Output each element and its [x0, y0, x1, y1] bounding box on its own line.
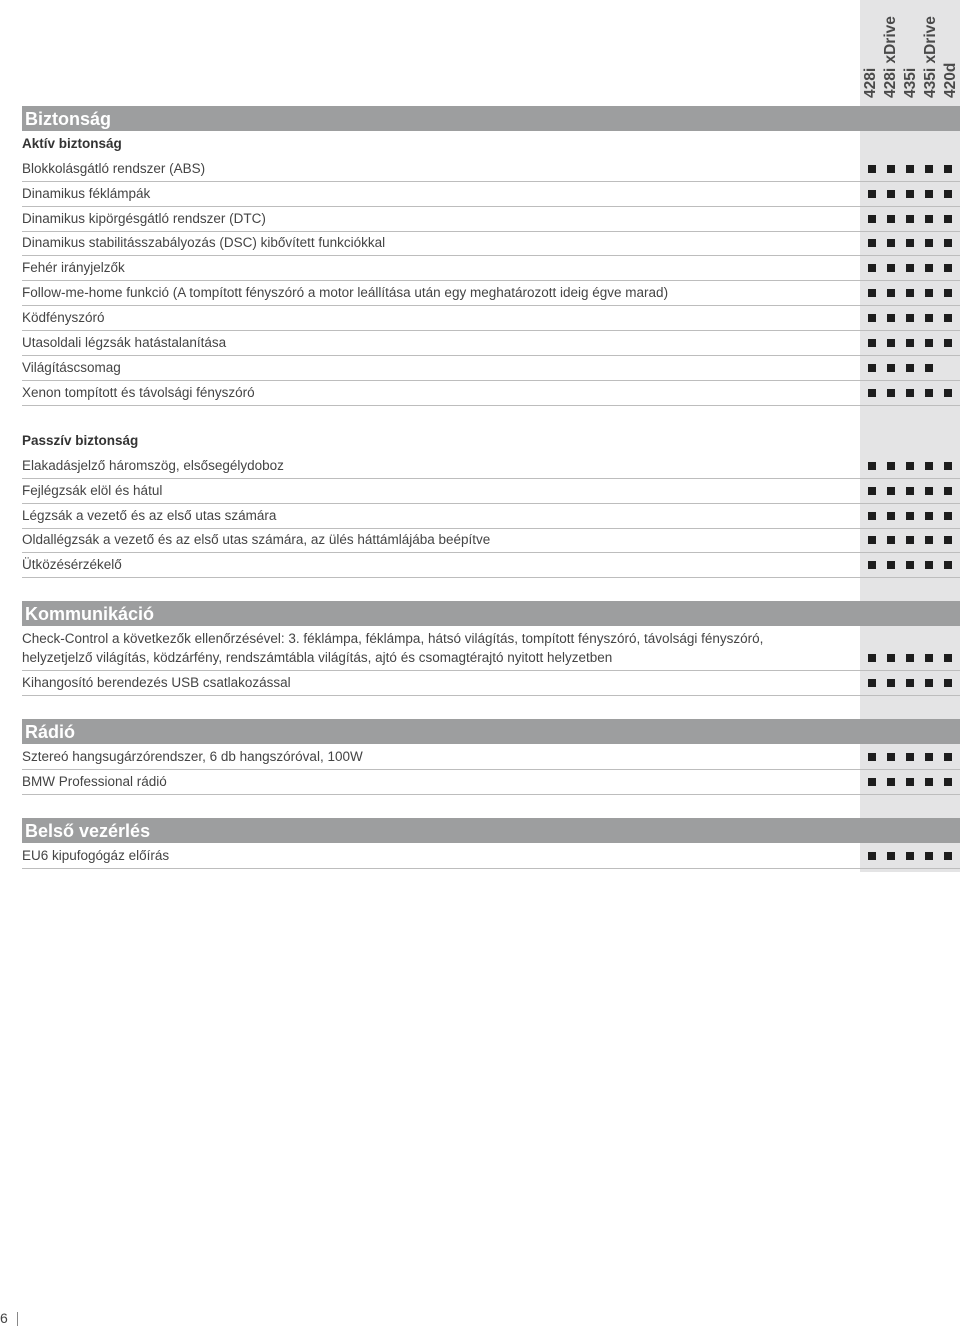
standard-equipment-mark: [868, 165, 876, 173]
feature-row: [22, 280, 960, 306]
standard-equipment-mark: [887, 487, 895, 495]
standard-equipment-mark: [925, 778, 933, 786]
standard-equipment-mark: [925, 536, 933, 544]
feature-label-continued: helyzetjelző világítás, ködzárfény, rendszámtábla világítás, ajtó és csomagtérajtó nyitott helyzetben: [22, 650, 613, 665]
standard-equipment-mark: [944, 389, 952, 397]
standard-equipment-mark: [868, 654, 876, 662]
standard-equipment-mark: [868, 753, 876, 761]
feature-row: [22, 478, 960, 504]
standard-equipment-mark: [887, 561, 895, 569]
feature-label: Utasoldali légzsák hatástalanítása: [22, 335, 227, 351]
section-title: Rádió: [25, 722, 76, 742]
standard-equipment-mark: [925, 753, 933, 761]
footer-divider: [17, 1312, 18, 1326]
standard-equipment-mark: [944, 536, 952, 544]
standard-equipment-mark: [887, 462, 895, 470]
feature-row: [22, 380, 960, 406]
standard-equipment-mark: [906, 389, 914, 397]
standard-equipment-mark: [925, 654, 933, 662]
standard-equipment-mark: [925, 190, 933, 198]
column-header-label: 420d: [942, 62, 959, 98]
feature-row: [22, 626, 960, 671]
standard-equipment-mark: [868, 264, 876, 272]
page-footer: [0, 1310, 8, 1326]
standard-equipment-mark: [925, 852, 933, 860]
standard-equipment-mark: [944, 487, 952, 495]
section-header: [22, 818, 960, 843]
standard-equipment-mark: [925, 679, 933, 687]
standard-equipment-mark: [944, 654, 952, 662]
column-header: [920, 0, 940, 100]
standard-equipment-mark: [944, 190, 952, 198]
column-header: [940, 0, 960, 100]
standard-equipment-mark: [944, 512, 952, 520]
standard-equipment-mark: [868, 462, 876, 470]
standard-equipment-mark: [887, 852, 895, 860]
standard-equipment-mark: [868, 339, 876, 347]
section-title: Belső vezérlés: [25, 821, 151, 841]
standard-equipment-mark: [944, 339, 952, 347]
standard-equipment-mark: [887, 389, 895, 397]
standard-equipment-mark: [868, 215, 876, 223]
feature-row: [22, 453, 960, 479]
section-header: [22, 106, 960, 131]
feature-row: [22, 206, 960, 232]
standard-equipment-mark: [887, 165, 895, 173]
section-header: [22, 719, 960, 744]
standard-equipment-mark: [868, 314, 876, 322]
standard-equipment-mark: [887, 339, 895, 347]
feature-row: [22, 670, 960, 696]
standard-equipment-mark: [944, 314, 952, 322]
standard-equipment-mark: [925, 264, 933, 272]
feature-row: [22, 553, 960, 579]
subsection-heading: [22, 131, 960, 156]
column-header: [860, 0, 880, 100]
feature-label: Légzsák a vezető és az első utas számára: [22, 507, 277, 523]
feature-label: Dinamikus féklámpák: [22, 185, 151, 201]
feature-row: [22, 305, 960, 331]
feature-label: Oldallégzsák a vezető és az első utas számára, az ülés háttámlájába beépítve: [22, 532, 491, 548]
standard-equipment-mark: [887, 289, 895, 297]
subsection-heading: [22, 428, 960, 453]
feature-label: Fejlégzsák elöl és hátul: [22, 482, 163, 498]
standard-equipment-mark: [868, 289, 876, 297]
feature-label: Ködfényszóró: [22, 310, 105, 326]
standard-equipment-mark: [868, 536, 876, 544]
feature-row: [22, 355, 960, 381]
page-number: 6: [0, 1310, 8, 1326]
standard-equipment-mark: [906, 487, 914, 495]
standard-equipment-mark: [944, 679, 952, 687]
standard-equipment-mark: [925, 462, 933, 470]
standard-equipment-mark: [906, 289, 914, 297]
standard-equipment-mark: [906, 679, 914, 687]
feature-row: [22, 330, 960, 356]
feature-row: [22, 528, 960, 554]
standard-equipment-mark: [925, 339, 933, 347]
standard-equipment-mark: [944, 239, 952, 247]
section-title: Biztonság: [25, 109, 112, 129]
standard-equipment-mark: [925, 389, 933, 397]
feature-label: Elakadásjelző háromszög, elsősegélydoboz: [22, 457, 284, 473]
standard-equipment-mark: [906, 264, 914, 272]
standard-equipment-mark: [868, 190, 876, 198]
feature-label: Blokkolásgátló rendszer (ABS): [22, 160, 206, 176]
standard-equipment-mark: [868, 852, 876, 860]
column-header-label: 435i: [902, 67, 919, 98]
feature-label: Kihangosító berendezés USB csatlakozással: [22, 674, 291, 690]
standard-equipment-mark: [944, 165, 952, 173]
standard-equipment-mark: [887, 264, 895, 272]
feature-row: [22, 256, 960, 282]
standard-equipment-mark: [925, 165, 933, 173]
standard-equipment-mark: [944, 215, 952, 223]
feature-label: Ütközésérzékelő: [22, 557, 122, 573]
standard-equipment-mark: [906, 314, 914, 322]
standard-equipment-mark: [906, 215, 914, 223]
standard-equipment-mark: [925, 289, 933, 297]
feature-label: Sztereó hangsugárzórendszer, 6 db hangszóróval, 100W: [22, 748, 363, 764]
feature-row: [22, 843, 960, 869]
standard-equipment-mark: [868, 487, 876, 495]
standard-equipment-mark: [887, 215, 895, 223]
standard-equipment-mark: [944, 264, 952, 272]
subsection-title: Passzív biztonság: [22, 432, 139, 448]
standard-equipment-mark: [887, 778, 895, 786]
standard-equipment-mark: [906, 239, 914, 247]
standard-equipment-mark: [906, 512, 914, 520]
feature-label: EU6 kipufogógáz előírás: [22, 847, 170, 863]
standard-equipment-mark: [944, 778, 952, 786]
column-header: [880, 0, 900, 100]
standard-equipment-mark: [906, 364, 914, 372]
standard-equipment-mark: [944, 753, 952, 761]
standard-equipment-mark: [906, 654, 914, 662]
standard-equipment-mark: [925, 561, 933, 569]
standard-equipment-mark: [906, 536, 914, 544]
standard-equipment-mark: [887, 512, 895, 520]
standard-equipment-mark: [925, 512, 933, 520]
feature-row: [22, 181, 960, 207]
standard-equipment-mark: [868, 364, 876, 372]
feature-row: [22, 156, 960, 182]
standard-equipment-mark: [887, 364, 895, 372]
standard-equipment-mark: [868, 389, 876, 397]
standard-equipment-mark: [887, 239, 895, 247]
feature-label: Follow-me-home funkció (A tompított fényszóró a motor leállítása után egy meghatározott ideig égve marad): [22, 285, 669, 301]
standard-equipment-mark: [906, 561, 914, 569]
subsection-title: Aktív biztonság: [22, 135, 122, 151]
column-header-label: 428i xDrive: [882, 16, 899, 98]
standard-equipment-mark: [925, 239, 933, 247]
standard-equipment-mark: [944, 462, 952, 470]
standard-equipment-mark: [944, 561, 952, 569]
standard-equipment-mark: [906, 462, 914, 470]
feature-label: Világításcsomag: [22, 359, 121, 375]
standard-equipment-mark: [887, 753, 895, 761]
standard-equipment-mark: [944, 852, 952, 860]
standard-equipment-mark: [868, 778, 876, 786]
standard-equipment-mark: [925, 487, 933, 495]
standard-equipment-mark: [887, 679, 895, 687]
standard-equipment-mark: [887, 190, 895, 198]
standard-equipment-mark: [944, 289, 952, 297]
section-title: Kommunikáció: [25, 604, 155, 624]
standard-equipment-mark: [925, 314, 933, 322]
column-header-label: 428i: [862, 67, 879, 98]
standard-equipment-mark: [868, 239, 876, 247]
feature-label: Dinamikus stabilitásszabályozás (DSC) kibővített funkciókkal: [22, 235, 386, 251]
feature-row: [22, 503, 960, 529]
feature-row: [22, 744, 960, 770]
feature-label: Fehér irányjelzők: [22, 260, 125, 276]
standard-equipment-mark: [906, 190, 914, 198]
standard-equipment-mark: [868, 561, 876, 569]
standard-equipment-mark: [887, 536, 895, 544]
standard-equipment-mark: [887, 654, 895, 662]
standard-equipment-mark: [868, 679, 876, 687]
feature-label: Dinamikus kipörgésgátló rendszer (DTC): [22, 210, 266, 226]
feature-row: [22, 231, 960, 257]
column-header-label: 435i xDrive: [922, 16, 939, 98]
standard-equipment-mark: [906, 778, 914, 786]
feature-label: BMW Professional rádió: [22, 773, 167, 789]
standard-equipment-mark: [906, 165, 914, 173]
standard-equipment-mark: [925, 364, 933, 372]
standard-equipment-mark: [925, 215, 933, 223]
column-header: [900, 0, 920, 100]
feature-row: [22, 769, 960, 795]
feature-label: Check-Control a következők ellenőrzésével: 3. féklámpa, féklámpa, hátsó világítás, tompított fényszóró, távolsági fényszóró,: [22, 631, 764, 646]
standard-equipment-mark: [887, 314, 895, 322]
standard-equipment-mark: [906, 753, 914, 761]
section-header: [22, 601, 960, 626]
standard-equipment-mark: [906, 852, 914, 860]
feature-label: Xenon tompított és távolsági fényszóró: [22, 384, 255, 400]
standard-equipment-mark: [868, 512, 876, 520]
standard-equipment-mark: [906, 339, 914, 347]
